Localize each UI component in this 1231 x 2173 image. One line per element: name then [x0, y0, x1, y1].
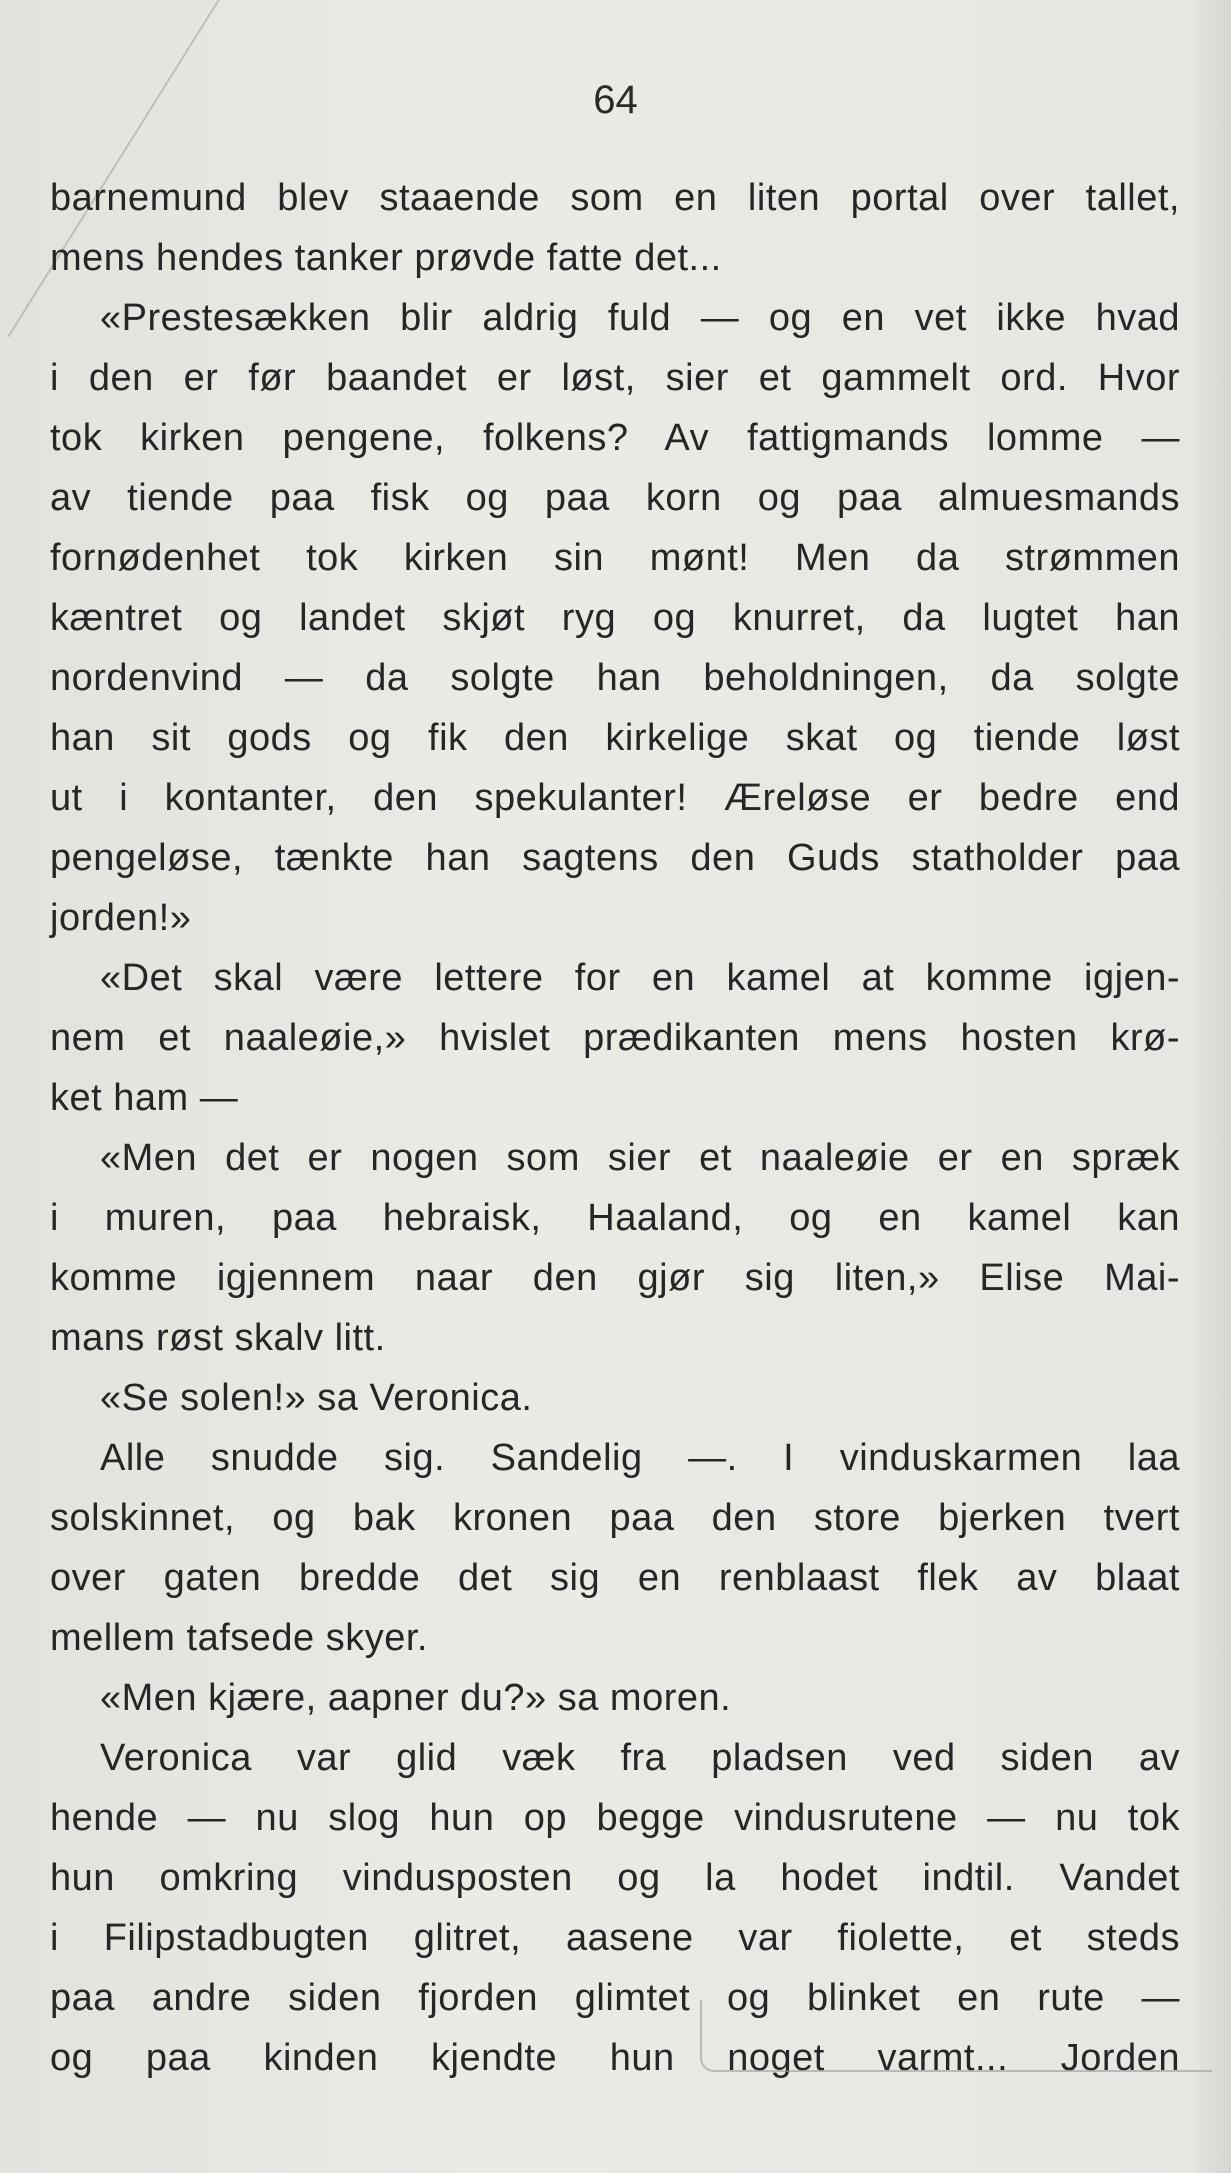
text-line: ket ham —	[50, 1077, 239, 1119]
text-line: av tiende paa fisk og paa korn og paa almuesmands	[50, 477, 1180, 519]
text-line: pengeløse, tænkte han sagtens den Guds statholder paa	[50, 837, 1180, 879]
text-line: han sit gods og fik den kirkelige skat og tiende løst	[50, 717, 1180, 759]
text-line: hende — nu slog hun op begge vindusrutene — nu tok	[50, 1797, 1180, 1839]
text-line: Veronica var glid væk fra pladsen ved siden av	[100, 1737, 1180, 1779]
page-fold-mark	[700, 2000, 1212, 2072]
text-line: kæntret og landet skjøt ryg og knurret, da lugtet han	[50, 597, 1180, 639]
text-line: i den er før baandet er løst, sier et gammelt ord. Hvor	[50, 357, 1180, 399]
text-line: jorden!»	[50, 897, 192, 939]
text-line: mens hendes tanker prøvde fatte det...	[50, 237, 722, 279]
text-line: «Se solen!» sa Veronica.	[100, 1377, 533, 1419]
text-line: og paa kinden kjendte hun noget varmt... Jorden	[50, 2037, 1180, 2079]
text-line: nem et naaleøie,» hvislet prædikanten mens hosten krø-	[50, 1017, 1180, 1059]
text-line: mans røst skalv litt.	[50, 1317, 386, 1359]
text-line: solskinnet, og bak kronen paa den store bjerken tvert	[50, 1497, 1180, 1539]
text-line: i muren, paa hebraisk, Haaland, og en kamel kan	[50, 1197, 1180, 1239]
text-line: paa andre siden fjorden glimtet og blinket en rute —	[50, 1977, 1180, 2019]
text-line: tok kirken pengene, folkens? Av fattigmands lomme —	[50, 417, 1180, 459]
text-line: «Det skal være lettere for en kamel at komme igjen-	[100, 957, 1180, 999]
text-line: barnemund blev staaende som en liten portal over tallet,	[50, 177, 1180, 219]
text-line: ut i kontanter, den spekulanter! Æreløse er bedre end	[50, 777, 1180, 819]
text-line: Alle snudde sig. Sandelig —. I vinduskarmen laa	[100, 1437, 1180, 1479]
text-line: komme igjennem naar den gjør sig liten,» Elise Mai-	[50, 1257, 1180, 1299]
text-line: i Filipstadbugten glitret, aasene var fiolette, et steds	[50, 1917, 1180, 1959]
page-number: 64	[593, 78, 638, 122]
text-line: fornødenhet tok kirken sin mønt! Men da strømmen	[50, 537, 1180, 579]
text-line: «Prestesækken blir aldrig fuld — og en vet ikke hvad	[100, 297, 1180, 339]
text-line: «Men det er nogen som sier et naaleøie er en spræk	[100, 1137, 1180, 1179]
page-edge-shadow	[1191, 0, 1231, 2173]
body-text	[50, 168, 1180, 2088]
text-line: «Men kjære, aapner du?» sa moren.	[100, 1677, 732, 1719]
text-line: hun omkring vindusposten og la hodet indtil. Vandet	[50, 1857, 1180, 1899]
text-line: over gaten bredde det sig en renblaast flek av blaat	[50, 1557, 1180, 1599]
text-line: nordenvind — da solgte han beholdningen, da solgte	[50, 657, 1180, 699]
text-line: mellem tafsede skyer.	[50, 1617, 428, 1659]
